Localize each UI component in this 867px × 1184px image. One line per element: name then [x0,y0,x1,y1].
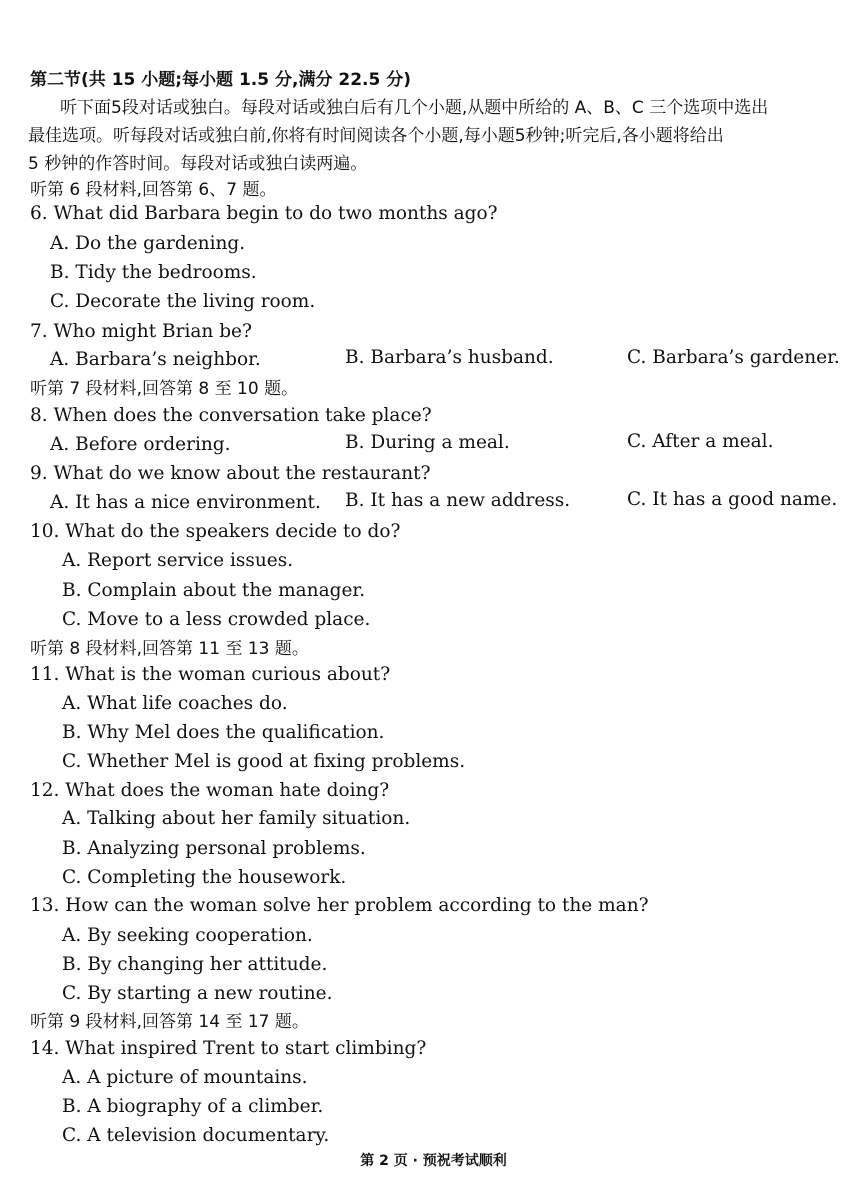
question-7-option-b: B. Barbara’s husband. [345,347,554,368]
question-13-stem: 13. How can the woman solve her problem according to the man? [30,895,649,916]
passage-8-instruction: 听第 8 段材料,回答第 11 至 13 题。 [30,639,309,659]
question-8-option-a: A. Before ordering. [50,434,231,455]
question-8-option-b: B. During a meal. [345,432,510,453]
question-8-stem: 8. When does the conversation take place? [30,405,432,426]
question-6-option-c: C. Decorate the living room. [50,291,316,312]
question-7-option-a: A. Barbara’s neighbor. [50,349,261,370]
question-13-option-c: C. By starting a new routine. [62,983,333,1004]
question-6-option-a: A. Do the gardening. [50,233,246,254]
question-12-option-c: C. Completing the housework. [62,867,347,888]
section-intro-line-1: 听下面5段对话或独白。每段对话或独白后有几个小题,从题中所给的 A、B、C 三个选项中选出 [60,98,769,118]
question-10-option-b: B. Complain about the manager. [62,580,366,601]
question-11-stem: 11. What is the woman curious about? [30,664,391,685]
question-7-stem: 7. Who might Brian be? [30,321,252,342]
question-6-option-b: B. Tidy the bedrooms. [50,262,257,283]
question-9-option-a: A. It has a nice environment. [50,492,321,513]
question-11-option-a: A. What life coaches do. [62,693,288,714]
question-6-stem: 6. What did Barbara begin to do two months ago? [30,203,498,224]
passage-9-instruction: 听第 9 段材料,回答第 14 至 17 题。 [30,1012,309,1032]
question-9-option-b: B. It has a new address. [345,490,571,511]
question-9-option-c: C. It has a good name. [627,489,838,510]
question-14-option-b: B. A biography of a climber. [62,1096,324,1117]
question-14-option-c: C. A television documentary. [62,1125,330,1146]
section-heading: 第二节(共 15 小题;每小题 1.5 分,满分 22.5 分) [30,70,412,90]
question-14-stem: 14. What inspired Trent to start climbing? [30,1038,427,1059]
question-11-option-c: C. Whether Mel is good at fixing problems. [62,751,466,772]
question-7-option-c: C. Barbara’s gardener. [627,347,840,368]
question-11-option-b: B. Why Mel does the qualification. [62,722,385,743]
question-10-option-a: A. Report service issues. [62,550,294,571]
question-10-option-c: C. Move to a less crowded place. [62,609,371,630]
question-10-stem: 10. What do the speakers decide to do? [30,521,401,542]
section-intro-line-2: 最佳选项。听每段对话或独白前,你将有时间阅读各个小题,每小题5秒钟;听完后,各小题将给出 [28,126,724,146]
question-12-option-a: A. Talking about her family situation. [62,808,411,829]
question-8-option-c: C. After a meal. [627,431,774,452]
page-footer: 第 2 页 · 预祝考试顺利 [360,1153,507,1169]
section-intro-line-3: 5 秒钟的作答时间。每段对话或独白读两遍。 [28,154,368,174]
question-12-option-b: B. Analyzing personal problems. [62,838,366,859]
question-14-option-a: A. A picture of mountains. [62,1067,308,1088]
question-9-stem: 9. What do we know about the restaurant? [30,463,431,484]
passage-7-instruction: 听第 7 段材料,回答第 8 至 10 题。 [30,379,299,399]
passage-6-instruction: 听第 6 段材料,回答第 6、7 题。 [30,180,277,200]
question-12-stem: 12. What does the woman hate doing? [30,780,390,801]
question-13-option-b: B. By changing her attitude. [62,954,328,975]
question-13-option-a: A. By seeking cooperation. [62,925,313,946]
